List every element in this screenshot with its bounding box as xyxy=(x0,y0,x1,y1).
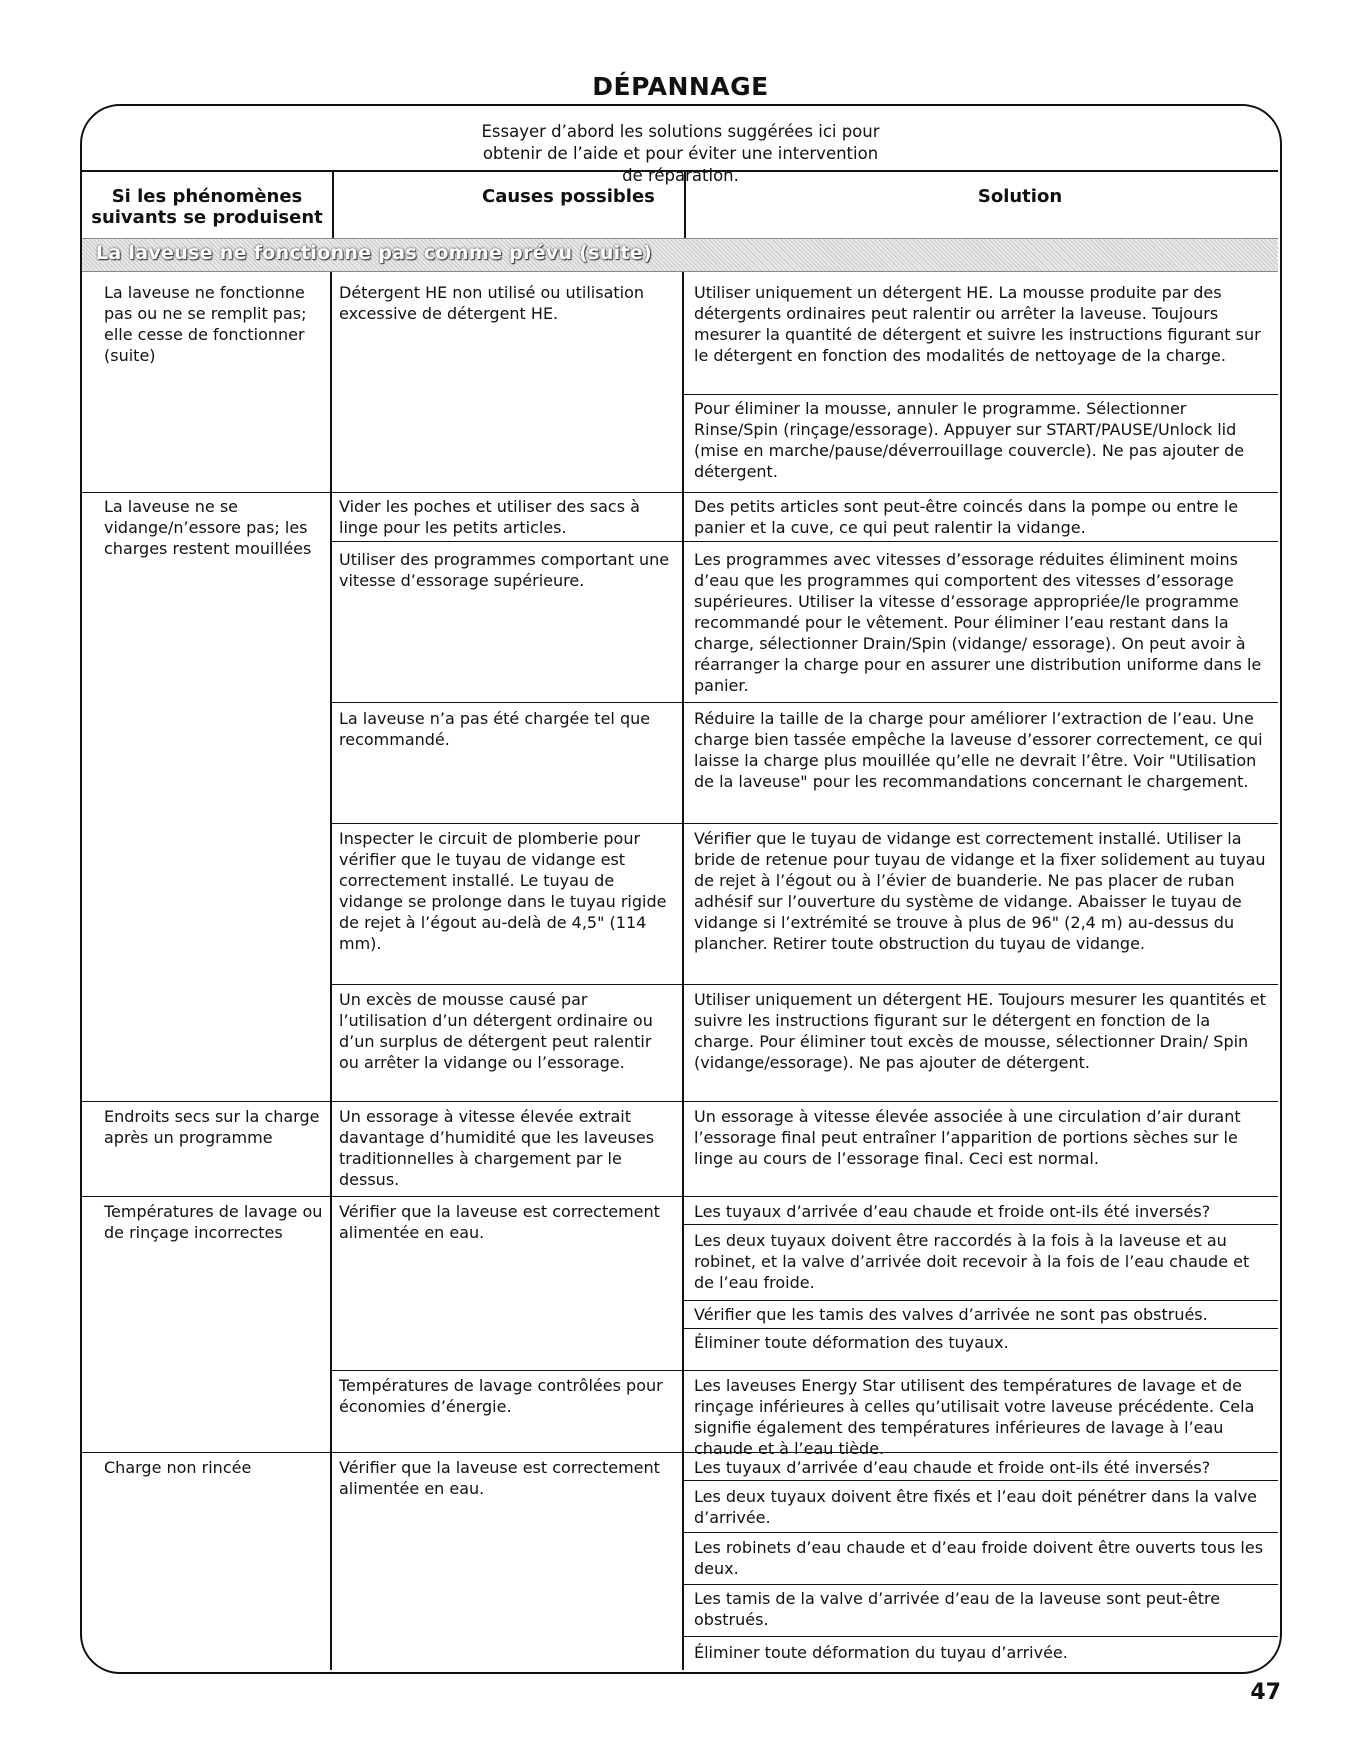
solution-cell: Des petits articles sont peut-être coincés dans la pompe ou entre le panier et la cuve, ce qui peut ralentir la vidange. xyxy=(694,497,1239,537)
solution-cell: Pour éliminer la mousse, annuler le programme. Sélectionner Rinse/Spin (rinçage/essorage). Appuyer sur START/PAUSE/Unlock lid (mise en marche/pause/déverrouillage couvercle). Ne pas ajouter de détergent. xyxy=(694,399,1245,481)
col-divider-4 xyxy=(682,272,684,1670)
solution-separator xyxy=(682,1300,1278,1301)
problem-cell: Charge non rincée xyxy=(104,1458,252,1477)
solution-cell: Utiliser uniquement un détergent HE. La mousse produite par des détergents ordinaires peut ralentir ou arrêter la laveuse. Toujours mesurer la quantité de détergent et suivre les instructions figurant sur le détergent en fonction des modalités de nettoyage de la charge. xyxy=(694,283,1261,365)
cause-separator xyxy=(330,984,1278,985)
cause-cell: La laveuse n’a pas été chargée tel que recommandé. xyxy=(339,709,651,749)
row-separator xyxy=(82,1101,1278,1102)
section-title: La laveuse ne fonctionne pas comme prévu (suite) xyxy=(96,242,653,264)
cause-cell: Un excès de mousse causé par l’utilisation d’un détergent ordinaire ou d’un surplus de détergent peut ralentir ou arrêter la vidange ou l’essorage. xyxy=(339,990,653,1072)
section-banner xyxy=(82,238,1278,272)
cause-cell: Détergent HE non utilisé ou utilisation excessive de détergent HE. xyxy=(339,283,645,323)
problem-cell: Températures de lavage ou de rinçage incorrectes xyxy=(104,1202,323,1242)
problem-cell: Endroits secs sur la charge après un programme xyxy=(104,1107,320,1147)
header-solution: Solution xyxy=(977,186,1063,207)
solution-cell: Utiliser uniquement un détergent HE. Toujours mesurer les quantités et suivre les instructions figurant sur le détergent en fonction de la charge. Pour éliminer tout excès de mousse, sélectionner Drain/ Spin (vidange/essorage). Ne pas ajouter de détergent. xyxy=(694,990,1266,1072)
solution-cell: Vérifier que le tuyau de vidange est correctement installé. Utiliser la bride de retenue pour tuyau de vidange et la fixer solidement au tuyau de rejet à l’égout ou à l’évier de buanderie. Ne pas placer de ruban adhésif sur l’ouverture du système de vidange. Abaisser le tuyau de vidange si l’extrémité se trouve à plus de 96" (2,4 m) au-dessus du plancher. Retirer toute obstruction du tuyau de vidange. xyxy=(694,829,1266,953)
solution-separator xyxy=(682,1636,1278,1637)
solution-cell: Les tuyaux d’arrivée d’eau chaude et froide ont-ils été inversés? xyxy=(694,1458,1211,1477)
solution-cell: Éliminer toute déformation des tuyaux. xyxy=(694,1333,1009,1352)
solution-cell: Éliminer toute déformation du tuyau d’arrivée. xyxy=(694,1643,1068,1662)
cause-cell: Un essorage à vitesse élevée extrait davantage d’humidité que les laveuses traditionnelles à chargement par le dessus. xyxy=(339,1107,655,1189)
table-header xyxy=(82,170,1278,240)
solution-separator xyxy=(682,1532,1278,1533)
cause-cell: Vérifier que la laveuse est correctement alimentée en eau. xyxy=(339,1458,660,1498)
solution-cell: Les robinets d’eau chaude et d’eau froide doivent être ouverts tous les deux. xyxy=(694,1538,1264,1578)
cause-separator xyxy=(330,1370,1278,1371)
header-symptoms: Si les phénomènes suivants se produisent xyxy=(91,186,323,228)
row-separator xyxy=(82,492,1278,493)
solution-separator xyxy=(682,1224,1278,1225)
solution-cell: Les tamis de la valve d’arrivée d’eau de la laveuse sont peut-être obstrués. xyxy=(694,1589,1221,1629)
cause-cell: Inspecter le circuit de plomberie pour vérifier que le tuyau de vidange est correctement installé. Le tuyau de vidange se prolonge dans le tuyau rigide de rejet à l’égout au-delà de 4,5" (114 mm). xyxy=(339,829,667,953)
solution-separator xyxy=(682,394,1278,395)
solution-cell: Réduire la taille de la charge pour améliorer l’extraction de l’eau. Une charge bien tassée empêche la laveuse d’essorer correctement, ce qui laisse la charge plus mouillée qu’elle ne devrait l’être. Voir "Utilisation de la laveuse" pour les recommandations concernant le chargement. xyxy=(694,709,1263,791)
solution-cell: Vérifier que les tamis des valves d’arrivée ne sont pas obstrués. xyxy=(694,1305,1208,1324)
cause-separator xyxy=(330,702,1278,703)
page-number: 47 xyxy=(1250,1680,1281,1705)
problem-cell: La laveuse ne se vidange/n’essore pas; les charges restent mouillées xyxy=(104,497,312,558)
solution-separator xyxy=(682,1480,1278,1481)
solution-cell: Les laveuses Energy Star utilisent des températures de lavage et de rinçage inférieures à celles qu’utilisait votre laveuse précédente. Cela signifie également des températures inférieures de lavage à l’eau chaude et à l’eau tiède. xyxy=(694,1376,1255,1458)
cause-cell: Vérifier que la laveuse est correctement alimentée en eau. xyxy=(339,1202,660,1242)
cause-cell: Températures de lavage contrôlées pour économies d’énergie. xyxy=(339,1376,663,1416)
intro-text: Essayer d’abord les solutions suggérées ici pour obtenir de l’aide et pour éviter une intervention de réparation. xyxy=(481,122,880,185)
solution-cell: Les programmes avec vitesses d’essorage réduites éliminent moins d’eau que les programmes qui comportent des vitesses d’essorage supérieures. Utiliser la vitesse d’essorage appropriée/le programme recommandé pour le vêtement. Pour éliminer l’eau restant dans la charge, sélectionner Drain/Spin (vidange/ essorage). On peut avoir à réarranger la charge pour en assurer une distribution uniforme dans le panier. xyxy=(694,550,1262,695)
problem-cell: La laveuse ne fonctionne pas ou ne se remplit pas; elle cesse de fonctionner (suite) xyxy=(104,283,307,365)
cause-separator xyxy=(330,823,1278,824)
col-divider-1 xyxy=(332,170,334,238)
solution-cell: Un essorage à vitesse élevée associée à une circulation d’air durant l’essorage final peut entraîner l’apparition de portions sèches sur le linge au cours de l’essorage final. Ceci est normal. xyxy=(694,1107,1241,1168)
col-divider-2 xyxy=(684,170,686,238)
solution-cell: Les tuyaux d’arrivée d’eau chaude et froide ont-ils été inversés? xyxy=(694,1202,1211,1221)
solution-separator xyxy=(682,1328,1278,1329)
cause-separator xyxy=(330,541,1278,542)
solution-cell: Les deux tuyaux doivent être raccordés à la fois à la laveuse et au robinet, et la valve d’arrivée doit recevoir à la fois de l’eau chaude et de l’eau froide. xyxy=(694,1231,1250,1292)
cause-cell: Vider les poches et utiliser des sacs à linge pour les petits articles. xyxy=(339,497,640,537)
page-title: DÉPANNAGE xyxy=(592,72,769,101)
header-causes: Causes possibles xyxy=(482,186,655,207)
cause-cell: Utiliser des programmes comportant une vitesse d’essorage supérieure. xyxy=(339,550,670,590)
solution-cell: Les deux tuyaux doivent être fixés et l’eau doit pénétrer dans la valve d’arrivée. xyxy=(694,1487,1258,1527)
solution-separator xyxy=(682,1584,1278,1585)
row-separator xyxy=(82,1196,1278,1197)
